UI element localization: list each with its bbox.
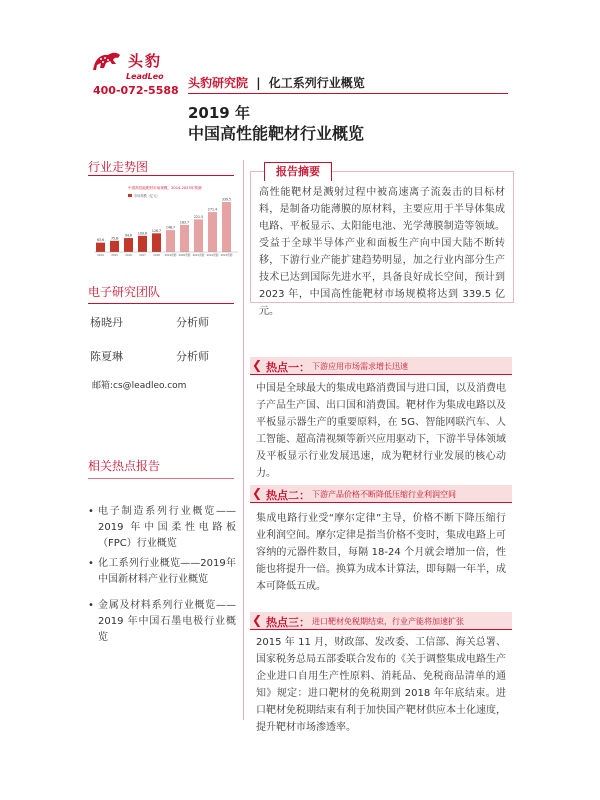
hotpoint-1-header (250, 357, 512, 374)
chart-tick-label: 2022预测 (206, 254, 219, 257)
chart-tick-label: 2014 (97, 254, 104, 257)
column-divider (243, 160, 244, 720)
hotpoint-subtitle: 下游应用市场需求增长迅速 (312, 362, 408, 371)
hotpoint-label: 热点三： (266, 616, 310, 629)
chart-tick-label: 2017 (139, 254, 146, 257)
analyst-role: 分析师 (176, 316, 209, 329)
page-title: 中国高性能靶材行业概览 (188, 124, 365, 143)
institute-name: 头豹研究院 (188, 76, 249, 90)
hotpoint-2-divider (250, 502, 512, 503)
brand-name-en: LeadLeo (126, 72, 164, 81)
chart-bar (124, 238, 133, 252)
trend-section-title: 行业走势图 (88, 160, 149, 174)
bullet-icon: • (88, 558, 94, 569)
chevron-quote-icon: ❮ (252, 358, 263, 372)
hotpoint-1-divider (250, 374, 512, 375)
hotpoint-label: 热点一： (266, 361, 310, 374)
hotpoint-label: 热点二： (266, 489, 310, 502)
chart-data-label: 63.6 (96, 238, 105, 243)
chart-title: 中国高性能靶材市场规模，2014-2023年预测 (128, 186, 202, 190)
header-separator: | (256, 76, 261, 90)
chart-data-label: 221.5 (193, 214, 204, 219)
email-value[interactable]: :cs@leadleo.com (110, 381, 187, 391)
chart-data-label: 75.8 (110, 236, 119, 241)
bullet-icon: • (88, 506, 94, 517)
chart-tick-label: 2015 (111, 254, 118, 257)
brand-name-cn: 头豹 (128, 52, 163, 70)
hotpoint-3-text: 2015 年 11 月，财政部、发改委、工信部、海关总署、国家税务总局五部委联合发布的《关于调整集成电路生产企业进口自用生产性原料、消耗品、免税商品清单的通知》规定：进口靶材的免税期到 2018 年年底结束。进口靶材免税期结束有利于加快国产靶材供应本土化速度，提升靶材市场渗透率。 (256, 637, 506, 733)
contact-email (92, 378, 186, 391)
hotpoint-subtitle: 进口靶材免税期结束，行业产能将加速扩张 (312, 617, 464, 626)
market-size-chart (88, 182, 240, 262)
chart-bar (138, 236, 147, 252)
related-report-link[interactable]: 电子制造系列行业概览——2019 年中国柔性电路板（FPC）行业概览 (98, 506, 236, 549)
chart-data-label: 109.8 (137, 231, 148, 236)
abstract-title: 报告摘要 (264, 162, 332, 181)
chart-data-label: 271.4 (207, 207, 218, 212)
analyst-name: 陈夏琳 (90, 350, 123, 363)
hotpoint-2-header (250, 485, 512, 502)
reports-section-divider (88, 478, 234, 479)
analyst-name: 杨晓丹 (90, 316, 123, 329)
hotpoint-3-divider (250, 629, 512, 630)
team-section-title: 电子研究团队 (88, 285, 161, 299)
analyst-role: 分析师 (176, 350, 209, 363)
chart-bar (96, 243, 105, 252)
chart-bar (166, 230, 175, 252)
series-name: 化工系列行业概览 (268, 76, 365, 90)
leopard-logo-icon (92, 48, 122, 74)
chart-tick-label: 2023预测 (220, 254, 233, 257)
abstract-box (250, 171, 514, 317)
reports-section-title: 相关热点报告 (88, 459, 161, 473)
chart-tick-label: 2019预测 (164, 254, 177, 257)
header-divider (188, 93, 508, 94)
related-report-item[interactable] (88, 598, 236, 646)
chart-data-label: 339.5 (221, 197, 232, 202)
chevron-quote-icon: ❮ (252, 613, 263, 627)
header-series-line (188, 74, 365, 91)
chart-data-label: 183.7 (179, 220, 190, 225)
legend-label: 市场规模（亿元） (134, 194, 160, 198)
chart-tick-label: 2016 (125, 254, 132, 257)
related-report-item[interactable] (88, 504, 236, 552)
chart-tick-label: 2018 (153, 254, 160, 257)
chart-data-label: 94.6 (124, 233, 133, 238)
chart-data-label: 126.7 (151, 228, 162, 233)
hotpoint-2-text: 集成电路行业受“摩尔定律”主导，价格不断下降压缩行业利润空间。摩尔定律是指当价格不变时，集成电路上可容纳的元器件数目，每隔 18-24 个月就会增加一倍，性能也将提升一倍。换算为成本计算法，即每隔一年半，成本可降低五成。 (256, 513, 506, 592)
chart-bar (194, 219, 203, 252)
chevron-quote-icon: ❮ (252, 486, 263, 500)
abstract-text: 高性能靶材是溅射过程中被高速离子流轰击的目标材料，是制备功能薄膜的原材料，主要应用于半导体集成电路、平板显示、太阳能电池、光学薄膜制造等领域。受益于全球半导体产业和面板生产向中国大陆不断转移，下游行业产能扩建趋势明显，加之行业内部分生产技术已达到国际先进水平，具备良好成长空间，预计到 2023 年，中国高性能靶材市场规模将达到 339.5 亿元。 (259, 187, 505, 317)
legend-swatch (128, 194, 132, 197)
related-report-item[interactable] (88, 556, 236, 588)
hotpoint-1-text: 中国是全球最大的集成电路消费国与进口国，以及消费电子产品生产国、出口国和消费国。靶材作为集成电路以及平板显示器生产的重要原料，在 5G、智能网联汽车、人工智能、超高清视频等新兴应用驱动下，下游半导体领域及平板显示行业发展迅速，成为靶材行业发展的核心动力。 (256, 383, 506, 479)
report-year: 2019 年 (188, 104, 250, 122)
hotpoint-3-header (250, 612, 512, 629)
phone-number: 400-072-5588 (93, 84, 179, 97)
trend-section-divider (88, 175, 234, 176)
chart-bar (208, 212, 217, 252)
team-section-divider (88, 303, 234, 304)
email-label: 邮箱 (92, 381, 111, 391)
related-report-link[interactable]: 金属及材料系列行业概览——2019 年中国石墨电极行业概览 (98, 600, 236, 643)
hotpoint-subtitle: 下游产品价格不断降低压缩行业利润空间 (312, 490, 456, 499)
chart-bar (222, 202, 231, 252)
chart-bar (110, 241, 119, 252)
chart-tick-label: 2020预测 (178, 254, 191, 257)
chart-bar (180, 225, 189, 252)
related-report-link[interactable]: 化工系列行业概览——2019年中国新材料产业行业概览 (98, 558, 236, 585)
bullet-icon: • (88, 600, 94, 611)
chart-bar (152, 233, 161, 252)
chart-tick-label: 2021预测 (192, 254, 205, 257)
chart-data-label: 148.7 (165, 225, 176, 230)
